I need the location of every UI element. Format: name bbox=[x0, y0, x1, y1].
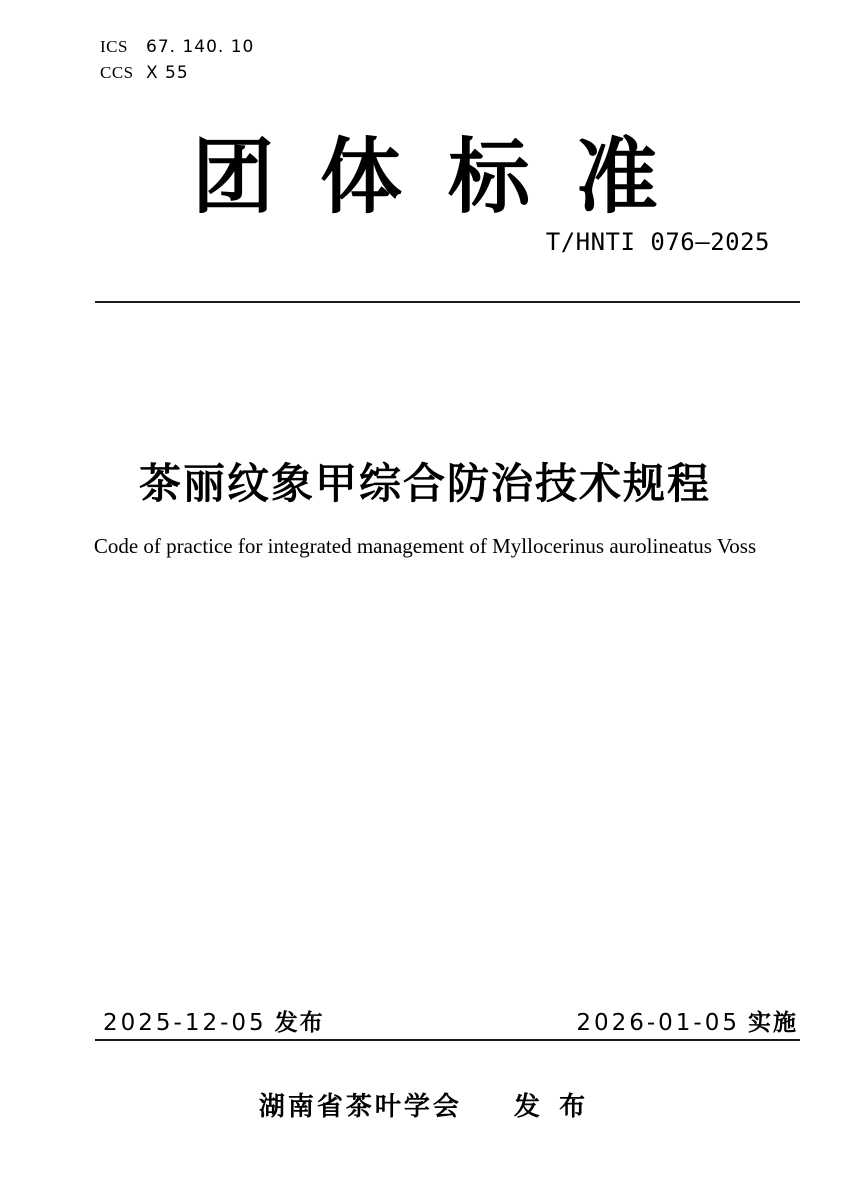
ics-code-row bbox=[100, 34, 254, 60]
ccs-value: X 55 bbox=[146, 63, 189, 83]
implementation-date-item bbox=[576, 1004, 798, 1037]
standard-type-heading: 团体标准 bbox=[192, 132, 704, 223]
standard-number: T/HNTI 076—2025 bbox=[545, 228, 770, 256]
ccs-label: CCS bbox=[100, 63, 134, 82]
document-title-chinese: 茶丽纹象甲综合防治技术规程 bbox=[138, 460, 711, 507]
footer-divider-line bbox=[95, 1039, 800, 1041]
header-divider-line bbox=[95, 301, 800, 303]
publisher-label: 发 布 bbox=[513, 1091, 592, 1121]
ccs-code-row bbox=[100, 60, 254, 86]
ics-value: 67. 140. 10 bbox=[146, 37, 255, 57]
issue-date-item bbox=[103, 1004, 325, 1037]
publisher-row bbox=[0, 1086, 850, 1123]
implementation-date: 2026-01-05 bbox=[576, 1010, 740, 1036]
ics-label: ICS bbox=[100, 37, 128, 56]
document-title-english: Code of practice for integrated management of Myllocerinus aurolineatus Voss bbox=[93, 534, 757, 558]
issue-label: 发布 bbox=[274, 1009, 325, 1035]
implementation-label: 实施 bbox=[748, 1009, 798, 1035]
classification-codes bbox=[100, 34, 254, 86]
publisher-name: 湖南省茶叶学会 bbox=[258, 1091, 462, 1121]
dates-row bbox=[95, 1004, 800, 1037]
issue-date: 2025-12-05 bbox=[103, 1010, 267, 1036]
